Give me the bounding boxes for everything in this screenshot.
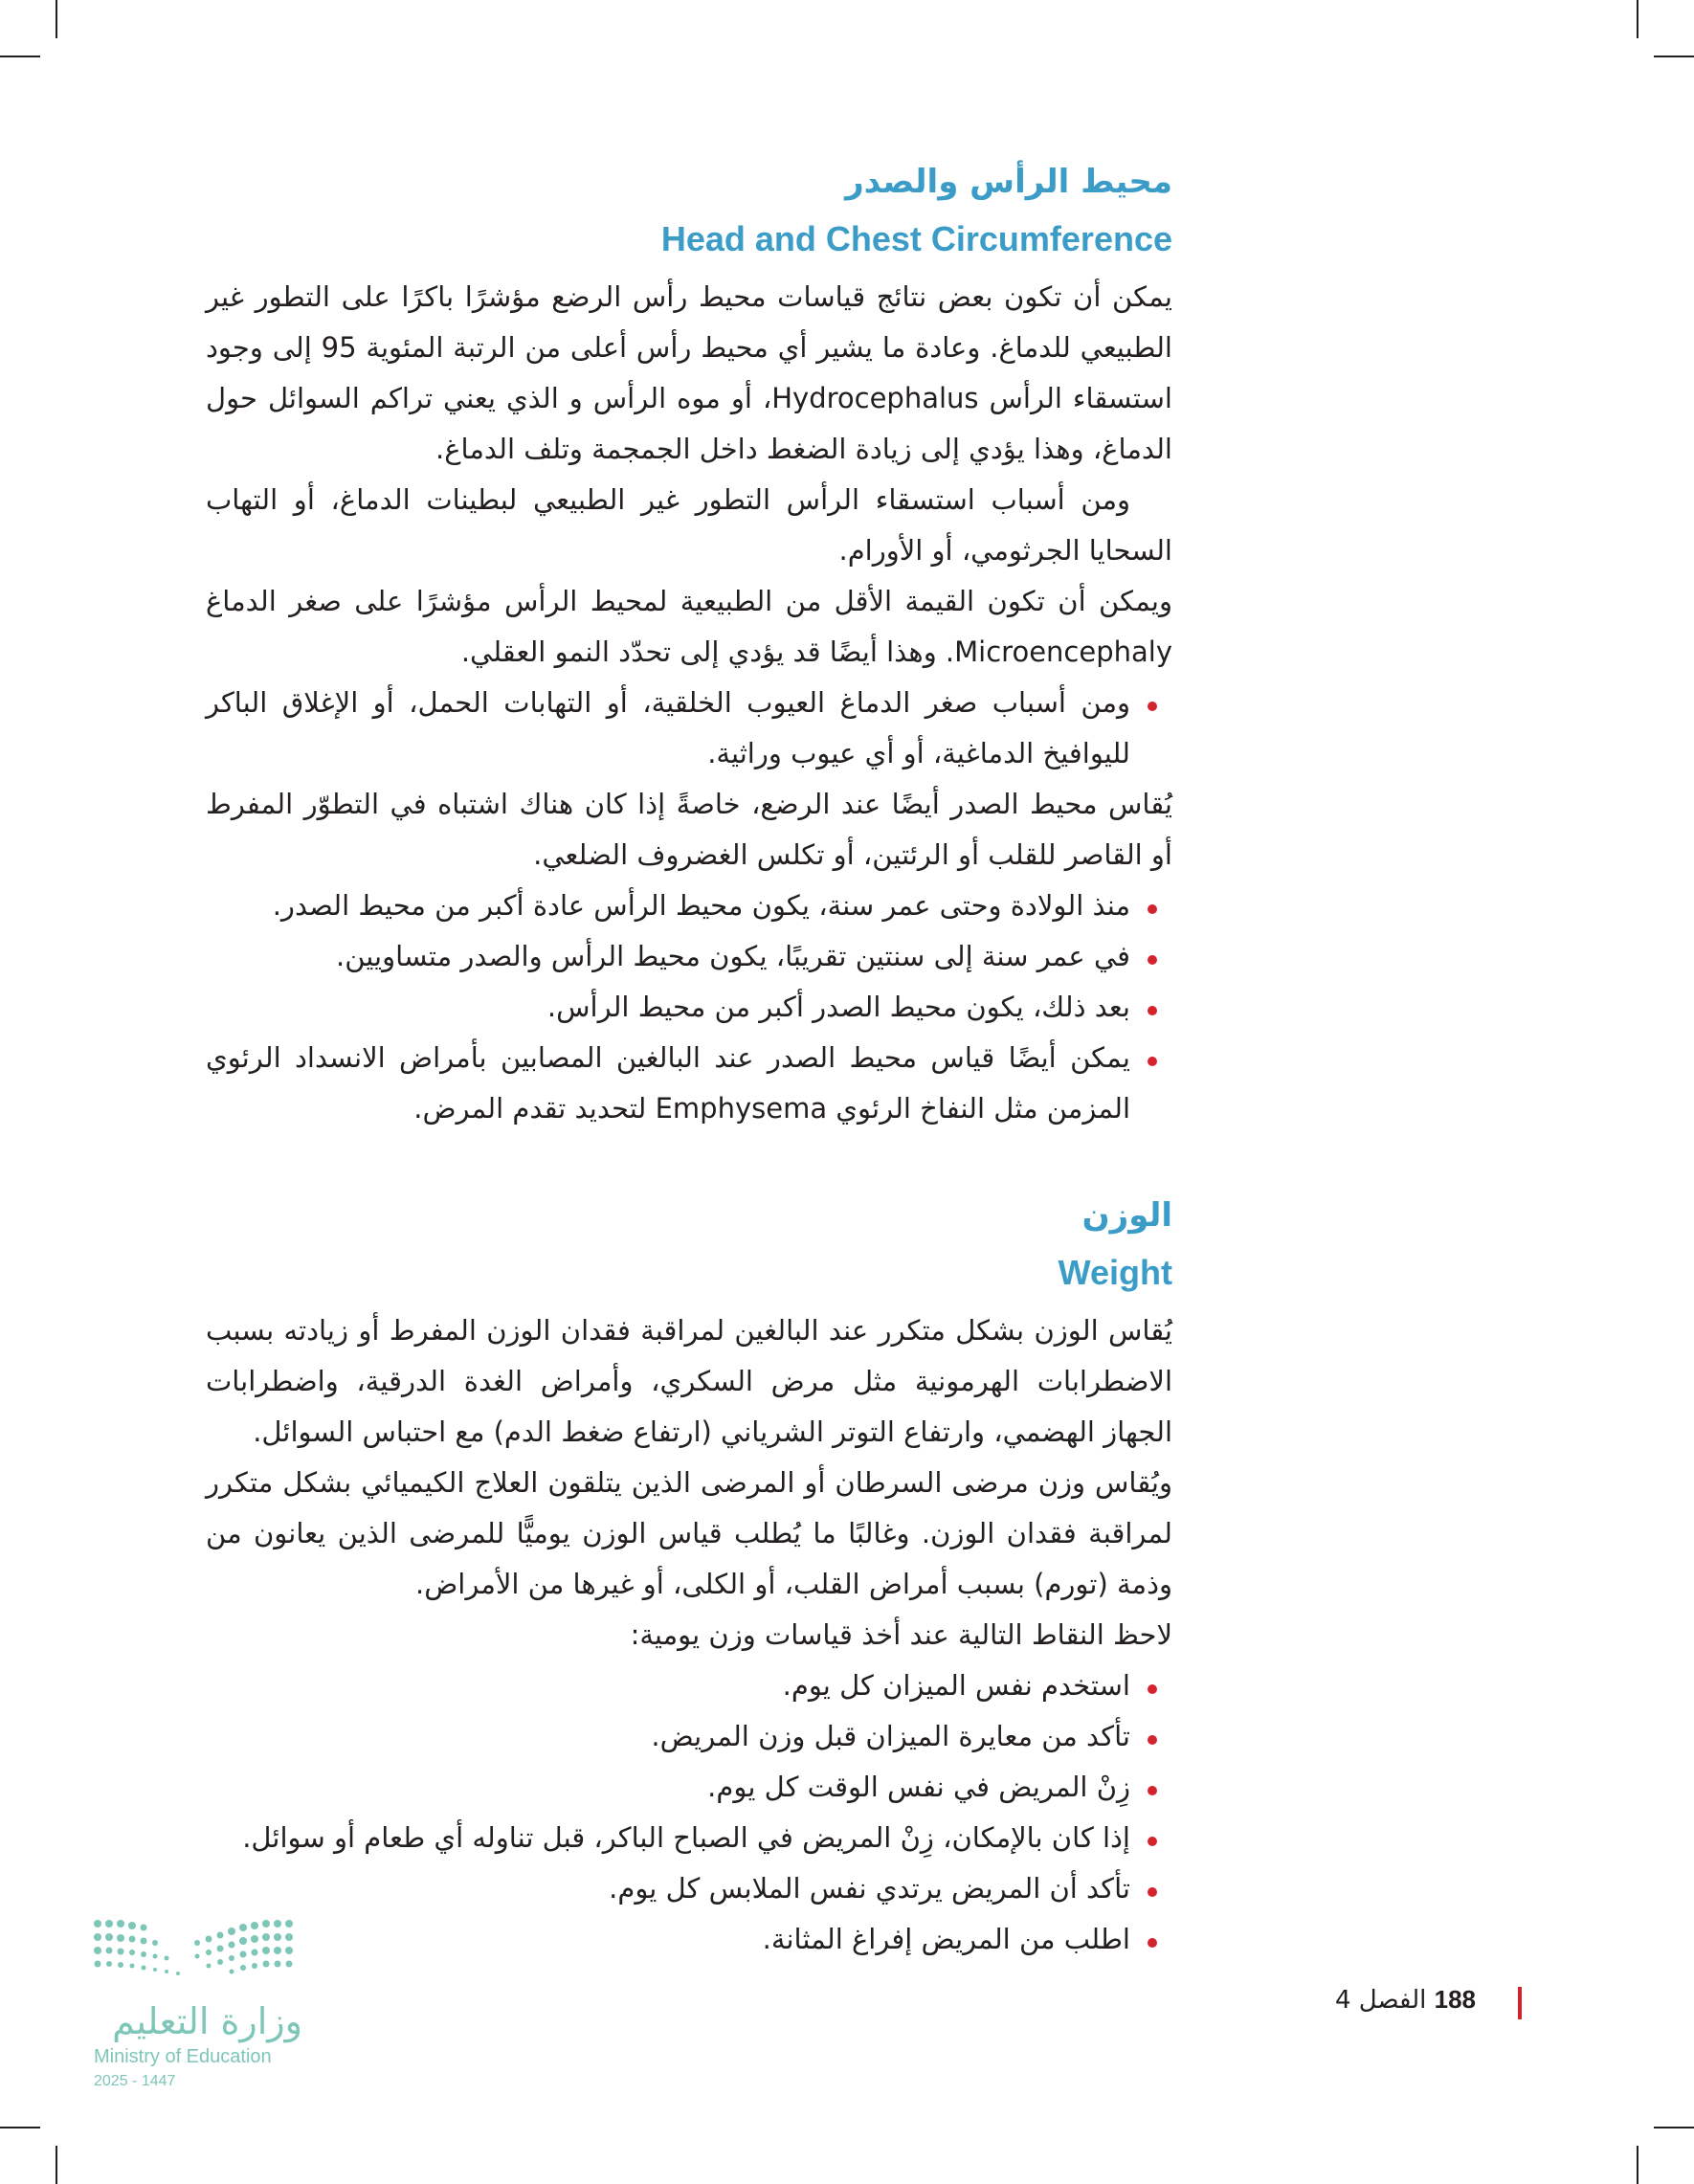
section-title-ar: محيط الرأس والصدر	[845, 163, 1172, 201]
paragraph: يُقاس الوزن بشكل متكرر عند البالغين لمراقبة فقدان الوزن المفرط أو زيادته بسبب الاضطرابات الهرمونية مثل مرض السكري، وأمراض الغدة الدرقية، واضطرابات الجهاز الهضمي، وارتفاع التوتر الشرياني (ارتفاع ضغط الدم) مع احتباس السوائل.	[206, 1314, 1172, 1448]
paragraph: ويمكن أن تكون القيمة الأقل من الطبيعية لمحيط الرأس مؤشرًا على صغر الدماغ Microencephaly. وهذا أيضًا قد يؤدي إلى تحدّد النمو العقلي.	[206, 585, 1172, 668]
crop-mark	[1654, 2127, 1694, 2128]
list-item: تأكد من معايرة الميزان قبل وزن المريض.	[206, 1711, 1149, 1762]
bullet-list	[206, 678, 1172, 779]
ministry-name-en: Ministry of Education	[94, 2046, 272, 2067]
section-title-en: Weight	[1058, 1253, 1172, 1292]
page-number: 188	[1434, 1985, 1477, 2014]
paragraph: يُقاس محيط الصدر أيضًا عند الرضع، خاصةً إذا كان هناك اشتباه في التطوّر المفرط أو القاصر للقلب أو الرئتين، أو تكلس الغضروف الضلعي.	[206, 788, 1172, 871]
chapter-label: الفصل 4	[1335, 1986, 1427, 2015]
paragraph: ومن أسباب استسقاء الرأس التطور غير الطبيعي لبطينات الدماغ، أو التهاب السحايا الجرثومي، أو الأورام.	[206, 483, 1172, 567]
crop-mark	[0, 2127, 40, 2128]
list-item: استخدم نفس الميزان كل يوم.	[206, 1660, 1149, 1711]
page-content	[206, 153, 1172, 1965]
footer-divider	[1518, 1987, 1522, 2019]
list-item: ومن أسباب صغر الدماغ العيوب الخلقية، أو التهابات الحمل، أو الإغلاق الباكر لليوافيخ الدماغية، أو أي عيوب وراثية.	[206, 678, 1149, 779]
paragraph: يمكن أن تكون بعض نتائج قياسات محيط رأس الرضع مؤشرًا باكرًا على التطور غير الطبيعي للدماغ. وعادة ما يشير أي محيط رأس أعلى من الرتبة المئوية 95 إلى وجود استسقاء الرأس Hydrocephalus، أو موه الرأس و الذي يعني تراكم السوائل حول الدماغ، وهذا يؤدي إلى زيادة الضغط داخل الجمجمة وتلف الدماغ.	[206, 280, 1172, 465]
crop-mark	[56, 2146, 57, 2184]
list-item: إذا كان بالإمكان، زِنْ المريض في الصباح الباكر، قبل تناوله أي طعام أو سوائل.	[206, 1813, 1149, 1863]
crop-mark	[0, 56, 40, 57]
list-item: في عمر سنة إلى سنتين تقريبًا، يكون محيط الرأس والصدر متساويين.	[206, 931, 1149, 982]
list-item: منذ الولادة وحتى عمر سنة، يكون محيط الرأس عادة أكبر من محيط الصدر.	[206, 880, 1149, 931]
ministry-name-ar: وزارة التعليم	[112, 2000, 302, 2042]
section-title-en: Head and Chest Circumference	[660, 219, 1172, 258]
bullet-list	[206, 1660, 1172, 1965]
list-item: زِنْ المريض في نفس الوقت كل يوم.	[206, 1762, 1149, 1813]
ministry-logo-icon	[92, 1918, 302, 1985]
list-item: اطلب من المريض إفراغ المثانة.	[206, 1914, 1149, 1965]
crop-mark	[1637, 2146, 1638, 2184]
list-item: بعد ذلك، يكون محيط الصدر أكبر من محيط الرأس.	[206, 982, 1149, 1033]
ministry-year: 2025 - 1447	[94, 2073, 176, 2089]
paragraph: ويُقاس وزن مرضى السرطان أو المرضى الذين يتلقون العلاج الكيميائي بشكل متكرر لمراقبة فقدان الوزن. وغالبًا ما يُطلب قياس الوزن يوميًّا للمرضى الذين يعانون من وذمة (تورم) بسبب أمراض القلب، أو الكلى، أو غيرها من الأمراض.	[206, 1466, 1172, 1600]
list-item: يمكن أيضًا قياس محيط الصدر عند البالغين المصابين بأمراض الانسداد الرئوي المزمن مثل النفاخ الرئوي Emphysema لتحديد تقدم المرض.	[206, 1033, 1149, 1134]
crop-mark	[56, 0, 57, 38]
list-item: تأكد أن المريض يرتدي نفس الملابس كل يوم.	[206, 1863, 1149, 1914]
page-number-footer	[1335, 1985, 1476, 2015]
crop-mark	[1654, 56, 1694, 57]
paragraph: لاحظ النقاط التالية عند أخذ قياسات وزن يومية:	[630, 1618, 1172, 1651]
crop-mark	[1637, 0, 1638, 38]
bullet-list	[206, 880, 1172, 1134]
section-title-ar: الوزن	[1081, 1196, 1172, 1235]
